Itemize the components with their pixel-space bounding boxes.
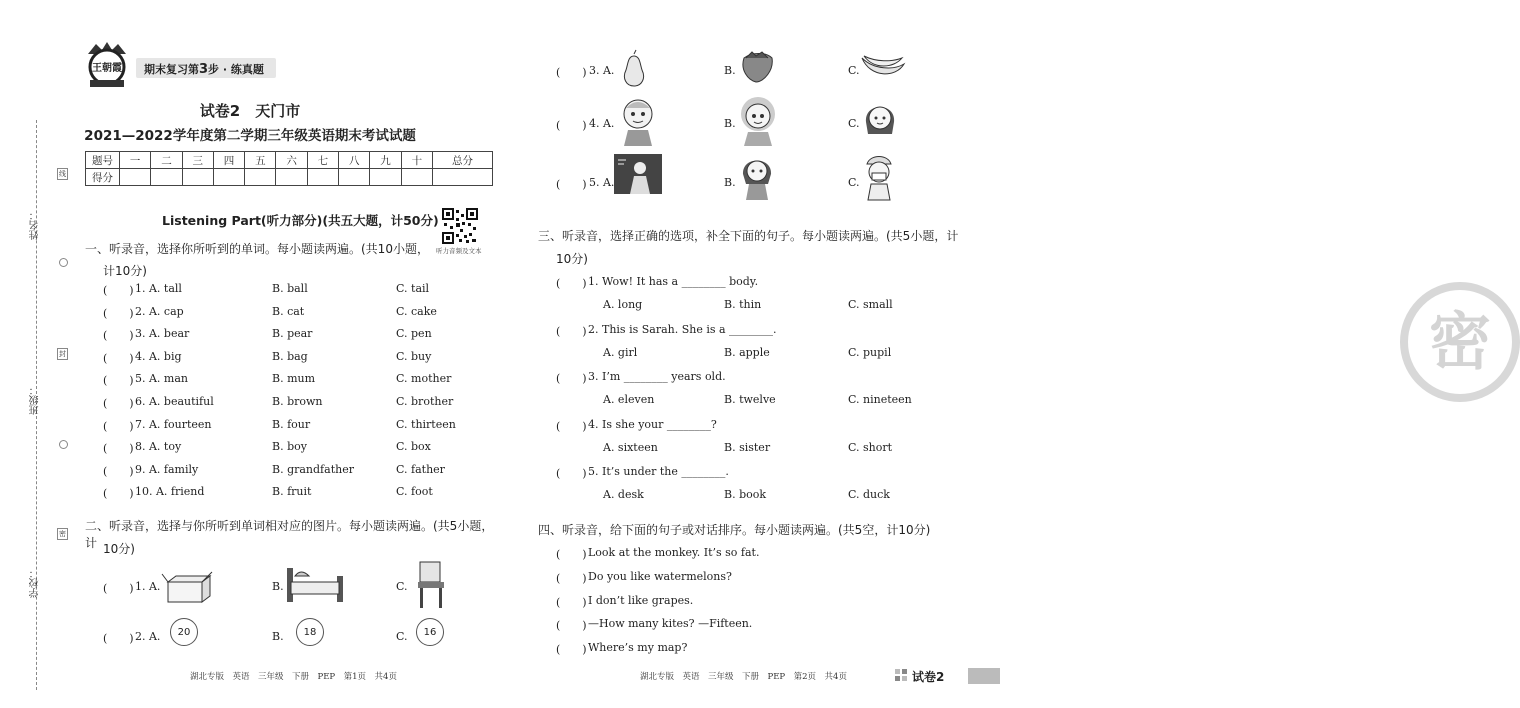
score-col: 八 bbox=[339, 152, 370, 169]
banner-suffix: 步 · 练真题 bbox=[208, 63, 264, 76]
paper-title: 试卷2 天门市 bbox=[199, 102, 301, 120]
binding-hole-icon bbox=[59, 440, 68, 449]
watermark-char: 密 bbox=[1428, 305, 1491, 378]
option-label: B. bbox=[724, 64, 736, 77]
option-label: C. bbox=[396, 580, 408, 593]
score-col: 五 bbox=[245, 152, 276, 169]
option-b[interactable]: B. mum bbox=[272, 372, 316, 386]
sentence-text: —How many kites? —Fifteen. bbox=[588, 617, 753, 631]
question-text: 1. Wow! It has a ________ body. bbox=[588, 275, 759, 288]
grandma-face-icon[interactable] bbox=[740, 96, 776, 150]
answer-paren[interactable]: ( ) bbox=[103, 464, 134, 478]
option-label: C. bbox=[396, 630, 408, 643]
option-a[interactable]: 1. A. tall bbox=[135, 282, 182, 295]
score-col: 三 bbox=[182, 152, 213, 169]
option-b[interactable]: B. brown bbox=[272, 395, 323, 408]
option-label: 4. A. bbox=[589, 117, 615, 130]
section1-title: 一、听录音，选择你所听到的单词。每小题读两遍。(共10小题， bbox=[85, 242, 429, 256]
chair-icon[interactable] bbox=[416, 560, 446, 614]
option-a[interactable]: 3. A. bear bbox=[135, 327, 190, 341]
answer-paren[interactable]: ( ) bbox=[556, 548, 587, 561]
right-page bbox=[500, 0, 1491, 708]
answer-paren[interactable]: ( ) bbox=[103, 306, 134, 320]
option-a[interactable]: 4. A. big bbox=[135, 349, 182, 363]
option-c[interactable]: C. pupil bbox=[848, 345, 892, 359]
option-b[interactable]: B. ball bbox=[272, 282, 308, 295]
option-c[interactable]: C. buy bbox=[396, 349, 432, 363]
answer-paren[interactable]: ( ) bbox=[556, 467, 587, 480]
option-a[interactable]: 2. A. cap bbox=[135, 304, 184, 318]
option-a[interactable]: A. eleven bbox=[603, 393, 655, 406]
option-b[interactable]: B. grandfather bbox=[272, 462, 354, 476]
option-a[interactable]: 5. A. man bbox=[135, 372, 189, 386]
option-c[interactable]: C. mother bbox=[396, 372, 452, 386]
option-c[interactable]: C. small bbox=[848, 298, 893, 311]
woman-face-icon[interactable] bbox=[862, 96, 898, 150]
balloon-number-icon[interactable]: 20 bbox=[170, 618, 198, 646]
page-tag-dots-icon bbox=[895, 668, 909, 687]
score-col: 六 bbox=[276, 152, 307, 169]
option-b[interactable]: B. boy bbox=[272, 440, 307, 454]
option-b[interactable]: B. pear bbox=[272, 327, 313, 341]
score-cell[interactable] bbox=[307, 169, 338, 186]
answer-paren[interactable]: ( ) bbox=[556, 372, 587, 385]
score-cell[interactable] bbox=[432, 169, 492, 186]
section2-title-cont: 10分) bbox=[103, 542, 135, 556]
sentence-text: Look at the monkey. It’s so fat. bbox=[588, 546, 760, 559]
option-label: C. bbox=[848, 117, 860, 130]
answer-paren[interactable]: ( ) bbox=[103, 374, 134, 388]
question-text: 5. It’s under the ________. bbox=[588, 465, 729, 478]
option-b[interactable]: B. cat bbox=[272, 304, 305, 318]
answer-paren[interactable]: ( ) bbox=[556, 643, 587, 657]
option-c[interactable]: C. pen bbox=[396, 327, 432, 341]
paper-subtitle: 2021—2022学年度第二学期三年级英语期末考试试题 bbox=[84, 128, 416, 144]
balloon-number-icon[interactable]: 16 bbox=[416, 618, 444, 646]
option-b[interactable]: B. four bbox=[272, 417, 311, 431]
score-cell[interactable] bbox=[213, 169, 244, 186]
option-label: 1. A. bbox=[135, 580, 161, 593]
option-label: 2. A. bbox=[135, 630, 161, 643]
answer-paren[interactable]: ( ) bbox=[556, 595, 587, 609]
score-col: 四 bbox=[213, 152, 244, 169]
left-page bbox=[0, 0, 500, 708]
score-table bbox=[85, 151, 493, 186]
option-a[interactable]: 10. A. friend bbox=[135, 485, 205, 499]
option-b[interactable]: B. book bbox=[724, 488, 767, 501]
option-a[interactable]: A. long bbox=[603, 298, 643, 311]
option-c[interactable]: C. thirteen bbox=[396, 417, 456, 431]
listening-heading: Listening Part(听力部分)(共五大题，计50分) bbox=[162, 213, 439, 228]
score-col: 二 bbox=[151, 152, 182, 169]
option-a[interactable]: A. girl bbox=[603, 345, 638, 359]
qr-caption: 听力音频及文本 bbox=[436, 247, 482, 255]
score-col: 七 bbox=[307, 152, 338, 169]
school-label: 学校： bbox=[30, 568, 41, 598]
brand-logo bbox=[78, 40, 136, 88]
score-cell[interactable] bbox=[339, 169, 370, 186]
option-label: 3. A. bbox=[589, 64, 615, 77]
sentence-text: Do you like watermelons? bbox=[588, 569, 732, 583]
option-b[interactable]: B. apple bbox=[724, 345, 770, 359]
logo-text: 王朝霞 bbox=[92, 63, 122, 74]
paren[interactable]: ( ) bbox=[103, 632, 134, 645]
step-banner bbox=[136, 58, 276, 78]
score-col: 十 bbox=[401, 152, 432, 169]
name-label: 姓名： bbox=[30, 210, 41, 240]
answer-paren[interactable]: ( ) bbox=[556, 419, 587, 433]
grandpa-face-icon[interactable] bbox=[620, 96, 656, 150]
paren[interactable]: ( ) bbox=[556, 119, 587, 132]
option-a[interactable]: 6. A. beautiful bbox=[135, 395, 214, 408]
doctor-nurse-icon[interactable] bbox=[862, 154, 896, 204]
answer-paren[interactable]: ( ) bbox=[103, 419, 134, 433]
class-label: 班级： bbox=[30, 385, 41, 415]
score-table-row-label: 得分 bbox=[86, 169, 120, 186]
option-label: B. bbox=[724, 117, 736, 130]
option-c[interactable]: C. nineteen bbox=[848, 393, 912, 406]
teacher-blackboard-icon[interactable] bbox=[614, 154, 662, 198]
sentence-text: Where’s my map? bbox=[588, 641, 688, 655]
answer-paren[interactable]: ( ) bbox=[103, 397, 134, 410]
section3-title: 三、听录音，选择正确的选项，补全下面的句子。每小题读两遍。(共5小题，计 bbox=[538, 229, 959, 243]
option-c[interactable]: C. father bbox=[396, 462, 445, 476]
question-text: 2. This is Sarah. She is a ________. bbox=[588, 322, 777, 336]
bed-icon[interactable] bbox=[285, 562, 345, 608]
option-c[interactable]: C. box bbox=[396, 440, 431, 454]
page-tag-bar bbox=[968, 668, 1000, 684]
option-a[interactable]: 7. A. fourteen bbox=[135, 417, 212, 431]
score-cell[interactable] bbox=[120, 169, 151, 186]
score-cell[interactable] bbox=[401, 169, 432, 186]
option-a[interactable]: 9. A. family bbox=[135, 462, 199, 476]
page-tag: 试卷2 bbox=[912, 670, 945, 684]
section4-title: 四、听录音，给下面的句子或对话排序。每小题读两遍。(共5空，计10分) bbox=[538, 523, 931, 537]
section2-title: 二、听录音，选择与你所听到单词相对应的图片。每小题读两遍。(共5小题，计 bbox=[85, 519, 494, 550]
option-label: C. bbox=[848, 176, 860, 189]
question-text: 4. Is she your ________? bbox=[588, 417, 717, 431]
score-cell[interactable] bbox=[151, 169, 182, 186]
option-a[interactable]: 8. A. toy bbox=[135, 440, 182, 454]
answer-paren[interactable]: ( ) bbox=[556, 277, 587, 290]
option-label: B. bbox=[724, 176, 736, 189]
answer-paren[interactable]: ( ) bbox=[103, 487, 134, 501]
paren[interactable]: ( ) bbox=[103, 582, 134, 595]
option-b[interactable]: B. bag bbox=[272, 349, 308, 363]
score-cell[interactable] bbox=[276, 169, 307, 186]
seal-mark-line: 线 bbox=[59, 170, 66, 178]
option-b[interactable]: B. thin bbox=[724, 298, 762, 311]
binding-hole-icon bbox=[59, 258, 68, 267]
option-c[interactable]: C. cake bbox=[396, 304, 437, 318]
sentence-text: I don’t like grapes. bbox=[588, 593, 694, 607]
option-c[interactable]: C. tail bbox=[396, 282, 430, 295]
answer-paren[interactable]: ( ) bbox=[103, 284, 134, 297]
option-label: B. bbox=[272, 630, 284, 643]
option-b[interactable]: B. twelve bbox=[724, 393, 776, 406]
student-girl-icon[interactable] bbox=[740, 154, 774, 204]
banner-step: 3 bbox=[199, 62, 209, 77]
option-a[interactable]: A. desk bbox=[603, 488, 644, 501]
banana-icon[interactable] bbox=[860, 50, 906, 84]
answer-paren[interactable]: ( ) bbox=[103, 442, 134, 456]
answer-paren[interactable]: ( ) bbox=[103, 329, 134, 343]
section3-title-cont: 10分) bbox=[556, 252, 588, 266]
score-table-header-row bbox=[86, 152, 493, 169]
option-c[interactable]: C. short bbox=[848, 440, 893, 454]
option-b[interactable]: B. sister bbox=[724, 440, 771, 454]
score-col: 一 bbox=[120, 152, 151, 169]
question-text: 3. I’m ________ years old. bbox=[588, 370, 726, 383]
footer-left: 湖北专版 英语 三年级 下册 PEP 第1页 共4页 bbox=[190, 672, 397, 682]
score-col: 九 bbox=[370, 152, 401, 169]
box-icon[interactable] bbox=[162, 572, 218, 608]
seal-mark-secret: 密 bbox=[59, 530, 66, 538]
option-label: C. bbox=[848, 64, 860, 77]
footer-right: 湖北专版 英语 三年级 下册 PEP 第2页 共4页 bbox=[640, 672, 847, 682]
score-table-score-row bbox=[86, 169, 493, 186]
secret-seal-watermark bbox=[1400, 282, 1520, 402]
option-c[interactable]: C. brother bbox=[396, 395, 454, 408]
option-c[interactable]: C. foot bbox=[396, 485, 433, 499]
option-label: B. bbox=[272, 580, 284, 593]
score-table-row-label: 题号 bbox=[86, 152, 120, 169]
option-a[interactable]: A. sixteen bbox=[603, 440, 658, 454]
paren[interactable]: ( ) bbox=[556, 66, 587, 79]
banner-prefix: 期末复习第 bbox=[144, 63, 199, 76]
score-cell[interactable] bbox=[245, 169, 276, 186]
option-b[interactable]: B. fruit bbox=[272, 485, 312, 499]
score-col: 总分 bbox=[432, 152, 492, 169]
score-cell[interactable] bbox=[370, 169, 401, 186]
seal-mark-seal: 封 bbox=[59, 350, 66, 358]
option-c[interactable]: C. duck bbox=[848, 488, 890, 501]
paren[interactable]: ( ) bbox=[556, 178, 587, 191]
answer-paren[interactable]: ( ) bbox=[556, 571, 587, 585]
option-label: 5. A. bbox=[589, 176, 615, 189]
score-cell[interactable] bbox=[182, 169, 213, 186]
answer-paren[interactable]: ( ) bbox=[103, 351, 134, 365]
pear-icon[interactable] bbox=[620, 50, 648, 92]
section1-title-cont: 计10分) bbox=[103, 264, 147, 278]
answer-paren[interactable]: ( ) bbox=[556, 324, 587, 338]
strawberry-icon[interactable] bbox=[738, 50, 776, 88]
qr-code-icon[interactable] bbox=[442, 208, 478, 244]
balloon-number-icon[interactable]: 18 bbox=[296, 618, 324, 646]
answer-paren[interactable]: ( ) bbox=[556, 619, 587, 633]
